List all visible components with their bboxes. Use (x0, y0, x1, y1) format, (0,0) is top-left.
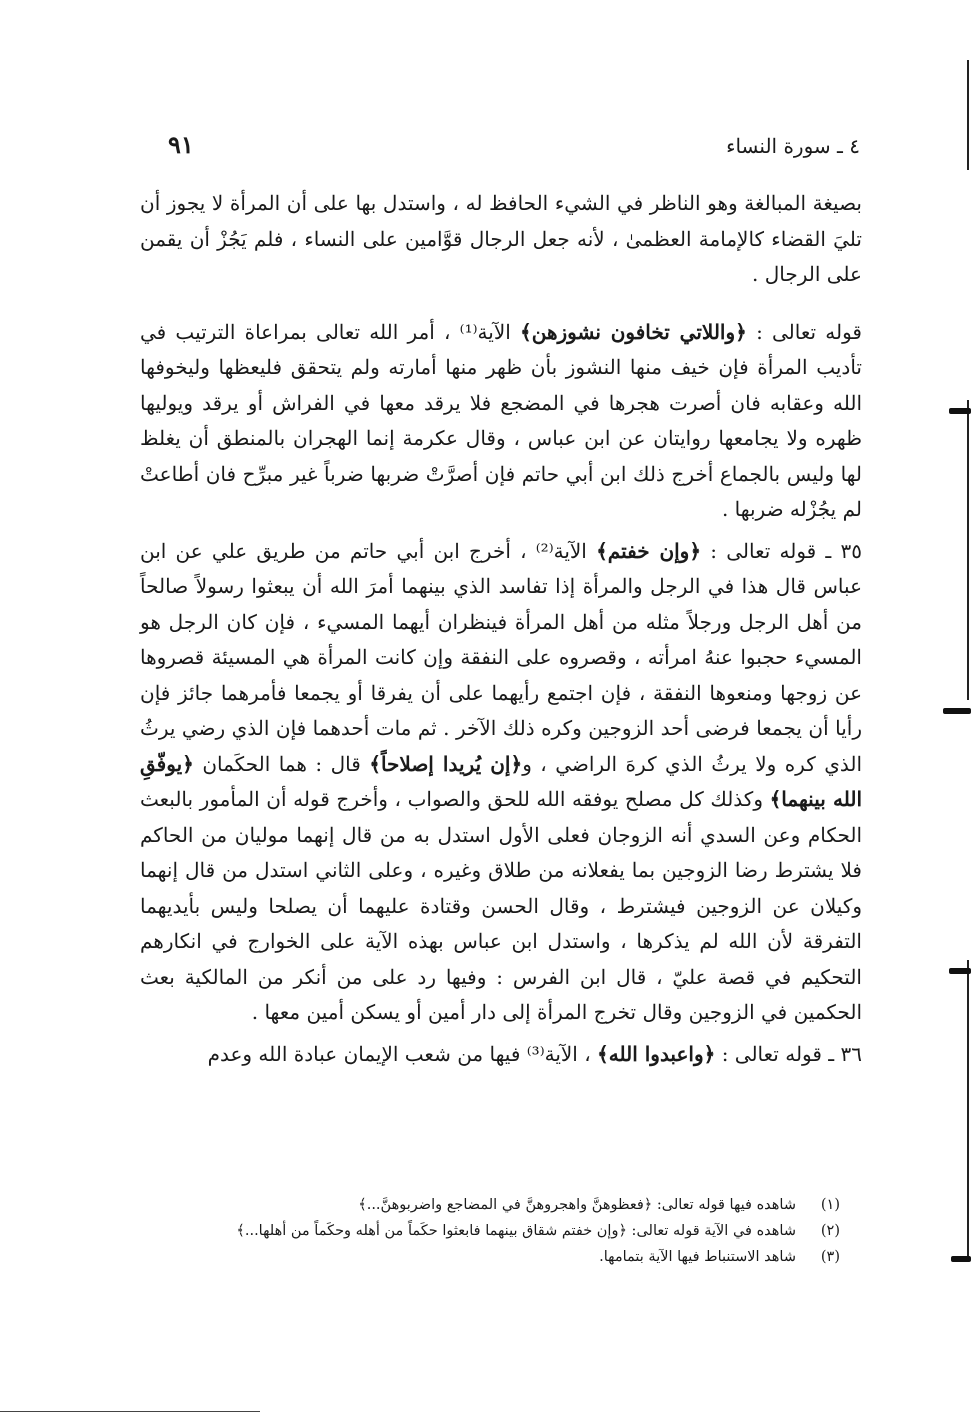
scan-edge-tick (943, 708, 971, 714)
footnote-text: شاهد الاستنباط فيها الآية بتمامها. (599, 1249, 796, 1265)
quran-quote: ﴿واللاتي تخافون نشوزهن﴾ (520, 319, 747, 344)
scan-edge-line-top (967, 60, 969, 170)
running-title: ٤ ـ سورة النساء (726, 134, 860, 158)
paragraph-1: بصيغة المبالغة وهو الناظر في الشيء الحافظ له ، واستدل بها على أن المرأة لا يجوز أن تليَ القضاء كالإمامة العظمىٰ ، لأنه جعل الرجال قوَّامين على النساء ، فلم يَجُزْ أن يقمن على الرجال . (140, 191, 862, 286)
verse-intro: قوله تعالى : (746, 319, 862, 344)
footnote (160, 1218, 840, 1244)
page-header (150, 130, 860, 170)
page-number: ٩١ (168, 130, 194, 159)
commentary: الآية⁽¹⁾ ، أمر الله تعالى بمراعاة الترتيب في تأديب المرأة فإن خيف منها النشوز بأن ظهر منها أمارته ولم يتحقق فليعظها وليخوفها الله وعقابه فان أصرت هجرها في المضجع فلا يرقد معها في الفراش أو يرقد ويوليها ظهره ولا يجامعها روايتان عن ابن عباس ، وقال عكرمة إنما الهجران بالمنطق أن يغلظ لها وليس بالجماع أخرج ذلك ابن أبي حاتم فإن أصرَّتْ ضربها ضرباً غير مبرِّح فان أطاعتْ لم يجُزْله ضربها . (140, 319, 862, 521)
footnote (160, 1192, 840, 1218)
footnote-text: شاهده في الآية قوله تعالى: ﴿وإن خفتم شقاق بينهما فابعثوا حكَماً من أهله وحكَماً من أهلها...﴾ (236, 1223, 796, 1239)
footnote-text: شاهده فيها قوله تعالى: ﴿فعظوهنَّ واهجروهنَّ في المضاجع واضربوهنَّ...﴾ (358, 1197, 796, 1213)
footnotes (160, 1192, 840, 1270)
quran-quote: ﴿واعبدوا الله﴾ (597, 1041, 716, 1066)
scan-edge-tick (951, 1256, 971, 1262)
footnote (160, 1244, 840, 1270)
commentary: وكذلك كل مصلح يوفقه الله للحق والصواب ، وأخرج قوله أن المأمور بالبعث الحكام وعن السدي أنه الزوجان فعلى الأول استدل به من قال إنهما موليان من الحاكم فلا يشترط رضا الزوجين بما يفعلانه من طلاق وغيره ، وعلى الثاني استدل من قال إنهما وكيلان عن الزوجين فيشترط ، وقال الحسن وقتادة عليهما أن يصلحا وليس بأيديهما التفرقة لأن الله لم يذكرها ، واستدل ابن عباس بهذه الآية على الخوارج في انكارهم التحكيم في قصة عليّ ، قال ابن الفرس : وفيها رد على من أنكر من المالكية بعث الحكمين في الزوجين وقال تخرج المرأة إلى دار أمين أو يسكن أمين معها . (140, 787, 862, 1024)
commentary: ، الآية⁽³⁾ فيها من شعب الإيمان عبادة الله وعدم (207, 1041, 598, 1066)
quran-quote: ﴿يوفّقِ الله بينهما﴾ (140, 751, 863, 811)
paragraph-2 (140, 315, 862, 528)
verse-intro: ٣٥ ـ قوله تعالى : (701, 538, 862, 563)
verse-intro: ٣٦ ـ قوله تعالى : (715, 1041, 862, 1066)
paragraph-3 (140, 534, 862, 1031)
scan-bottom-line (0, 1411, 260, 1412)
quran-quote: ﴿إن يُريدا إصلاحاً﴾ (369, 751, 523, 776)
footnote-number: (٣) (820, 1249, 840, 1265)
commentary: قال : هما الحكَمان (193, 751, 370, 776)
scan-edge-tick (949, 408, 971, 414)
paragraph-4 (140, 1037, 862, 1073)
scan-edge-line-middle (967, 400, 969, 700)
commentary: الآية⁽²⁾ ، أخرج ابن أبي حاتم من طريق علي عن ابن عباس قال هذا في الرجل والمرأة إذا تفاسد الذي بينهما أمرَ الله أن يبعثوا رسولاً صالحاً من أهل الرجل ورجلاً مثله من أهل المرأة فينظران أيهما المسيء ، فإن كان الرجل هو المسيء حجبوا عنهُ امرأته ، وقصروه على النفقة وإن كانت المرأة هي المسيئة قصروها عن زوجها ومنعوها النفقة ، فإن اجتمع رأيهما على أن يفرقا أو يجمعا فأمرهما جائز فإن رأيا أن يجمعا فرضى أحد الزوجين وكره ذلك الآخر . ثم مات أحدهما فإن الذي رضي يرثُ الذي كره ولا يرثُ الذي كرهَ الراضي ، و (140, 538, 863, 776)
quran-quote: ﴿وإن خفتم﴾ (596, 538, 702, 563)
main-text (140, 186, 862, 1072)
footnote-number: (٢) (820, 1223, 840, 1239)
scan-edge-line-lower (967, 960, 969, 1260)
scan-edge-tick (949, 968, 971, 974)
footnote-number: (١) (820, 1197, 840, 1213)
